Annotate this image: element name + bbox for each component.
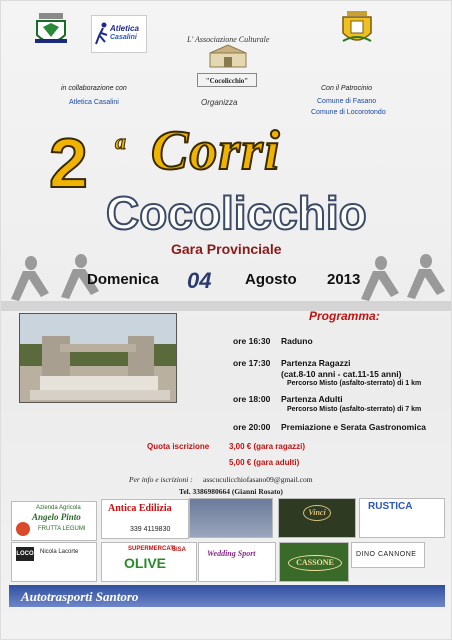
association-line: L' Associazione Culturale	[187, 35, 270, 44]
sponsor-2-b: 339 4119830	[130, 526, 171, 533]
prog-label-2: Partenza Ragazzi	[281, 358, 351, 368]
prog-time-3: ore 18:00	[233, 394, 271, 404]
sponsor-4: Vinci	[303, 505, 331, 521]
fasano-crest-icon	[35, 13, 67, 49]
title-cocolicchio: Cocolicchio	[106, 187, 367, 239]
sponsor-cassone	[279, 542, 349, 582]
prog-label-1: Raduno	[281, 336, 313, 346]
sponsor-8: Wedding Sport	[207, 549, 256, 558]
prog-label-4: Premiazione e Serata Gastronomica	[281, 422, 427, 432]
collab-label: in collaborazione con	[61, 85, 127, 92]
prog-detail-3: Percorso Misto (asfalto-sterrato) di 7 km	[287, 406, 422, 413]
title-corri: Corri	[151, 120, 281, 182]
prog-detail-2b: Percorso Misto (asfalto-sterrato) di 1 km	[287, 380, 422, 387]
runner-icon	[95, 22, 109, 46]
sponsor-5: RUSTICA	[368, 501, 413, 512]
date-month: Agosto	[245, 271, 297, 288]
association-emblem-icon	[206, 43, 250, 71]
prog-time-1: ore 16:30	[233, 336, 271, 346]
sponsor-1-c: FRUTTA LEGUMI	[38, 526, 86, 532]
info-phone: Tel. 3386980664 (Gianni Rosato)	[179, 487, 283, 496]
quota-ragazzi: 3,00 € (gara ragazzi)	[229, 442, 306, 451]
sponsor-6-a: LOCO	[16, 547, 34, 561]
footer-autotrasporti	[9, 585, 445, 607]
locorotondo-crest-icon	[341, 11, 373, 47]
sponsor-9: CASSONE	[288, 555, 342, 571]
prog-label-3: Partenza Adulti	[281, 394, 343, 404]
quota-adulti: 5,00 € (gara adulti)	[229, 458, 300, 467]
programma-title: Programma:	[309, 309, 380, 323]
sponsor-dino-cannone	[351, 542, 425, 568]
sponsor-wedding-sport	[198, 542, 276, 582]
sponsor-antica-edilizia	[101, 499, 189, 539]
info-label: Per info e iscrizioni :	[129, 475, 193, 484]
sponsor-angelo-pinto	[11, 501, 97, 541]
monument-photo	[19, 313, 177, 403]
logo-text-1: Atletica	[110, 24, 139, 33]
edition-superscript: a	[115, 129, 126, 154]
date-number: 04	[187, 268, 212, 293]
runners-silhouette	[1, 249, 452, 311]
sponsor-photo-3	[189, 498, 273, 538]
sponsor-2-a: Antica Edilizia	[108, 503, 172, 514]
atletica-casalini-logo	[91, 15, 147, 53]
comune-fasano: Comune di Fasano	[317, 98, 377, 105]
sponsor-1-b: Angelo Pinto	[32, 512, 81, 522]
sponsor-rustica	[359, 498, 445, 538]
prog-time-2: ore 17:30	[233, 358, 271, 368]
monument-image	[20, 314, 177, 403]
prog-time-4: ore 20:00	[233, 422, 271, 432]
organizza-label: Organizza	[201, 98, 238, 107]
association-name: "Cocolicchio"	[197, 73, 257, 87]
sponsor-7-c: SISA	[172, 547, 187, 553]
sponsor-1-a: Azienda Agricola	[36, 505, 81, 511]
date-day: Domenica	[87, 271, 159, 288]
sponsor-7-a: SUPERMERCATI	[128, 546, 176, 552]
comune-locorotondo: Comune di Locorotondo	[311, 109, 386, 116]
date-year: 2013	[327, 271, 361, 288]
edition-number: 2	[49, 124, 88, 202]
sponsor-supermercati-olive	[101, 542, 197, 582]
fruit-icon	[16, 522, 30, 536]
info-email: asscuculicchiofasano09@gmail.com	[203, 475, 313, 484]
gara-provinciale: Gara Provinciale	[171, 241, 282, 257]
footer-text: Autotrasporti Santoro	[21, 589, 139, 604]
collab-name: Atletica Casalini	[69, 99, 119, 106]
patrocinio-label: Con il Patrocinio	[321, 85, 372, 92]
sponsor-10: DINO CANNONE	[356, 551, 417, 558]
sponsor-loco	[11, 542, 97, 582]
quota-label: Quota iscrizione	[147, 442, 210, 451]
prog-detail-2a: (cat.8-10 anni - cat.11-15 anni)	[281, 369, 402, 379]
sponsor-7-b: OLIVE	[124, 555, 167, 571]
sponsor-6-b: Nicola Lacorte	[40, 549, 79, 555]
sponsor-vinci	[278, 498, 356, 538]
logo-text-2: Casalini	[110, 34, 137, 41]
